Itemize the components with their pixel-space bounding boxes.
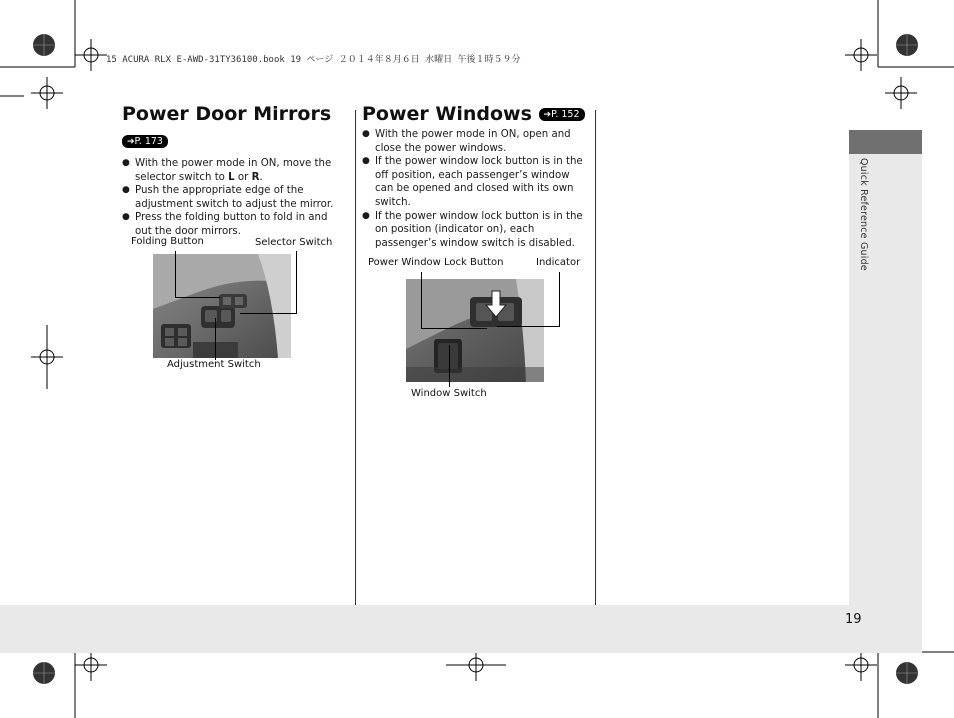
leader-folding-h [175,297,220,298]
windows-bullets [362,128,588,250]
windows-page-ref[interactable]: ➔P. 152 [539,108,585,121]
mirrors-section [122,103,337,239]
windows-title: Power Windows ➔P. 152 [362,103,588,125]
selector-switch-label: Selector Switch [255,237,333,248]
leader-indicator-h [497,326,560,327]
folding-button-label: Folding Button [131,236,204,247]
footer-band [0,605,922,653]
list-item: ● With the power mode in ON, move the selector switch to L or R. [122,157,337,184]
section-tab [849,130,922,154]
mirror-controls-illustration [153,254,291,358]
list-item: ● If the power window lock button is in the off position, each passenger’s window can be opened and closed with its own switch. [362,155,588,209]
leader-selector [296,251,297,313]
leader-selector-h [240,313,297,314]
leader-window-switch [449,345,450,387]
leader-folding [175,251,176,297]
window-switch-label: Window Switch [411,388,487,399]
mirrors-bullets [122,157,337,239]
print-file-line: 15 ACURA RLX E-AWD-31TY36100.book 19 ページ ２０１４年８月６日 水曜日 午後１時５９分 [106,55,521,65]
arrow-right-icon: ➔ [543,110,552,120]
lock-button-label: Power Window Lock Button [368,257,504,268]
page-number: 19 [845,612,862,627]
leader-adjustment [215,318,216,360]
list-item: ● Push the appropriate edge of the adjustment switch to adjust the mirror. [122,184,337,211]
adjustment-switch-label: Adjustment Switch [167,359,261,370]
list-item: ● With the power mode in ON, open and close the power windows. [362,128,588,155]
mirror-controls-photo [153,254,291,358]
leader-lock [421,272,422,328]
indicator-label: Indicator [536,257,581,268]
column-divider-2 [595,110,596,605]
mirrors-page-ref[interactable]: ➔P. 173 [122,135,168,148]
window-controls-illustration [406,279,544,382]
arrow-right-icon: ➔ [127,137,135,147]
mirrors-title: Power Door Mirrors [122,103,332,125]
list-item: ● If the power window lock button is in the on position (indicator on), each passenger’s window switch is disabled. [362,210,588,251]
list-item: ● Press the folding button to fold in and out the door mirrors. [122,211,337,238]
leader-indicator [559,272,560,326]
windows-section [362,103,588,250]
column-divider-1 [355,110,356,605]
section-tab-label: Quick Reference Guide [858,158,869,271]
leader-lock-h [421,328,487,329]
window-controls-photo [406,279,544,382]
